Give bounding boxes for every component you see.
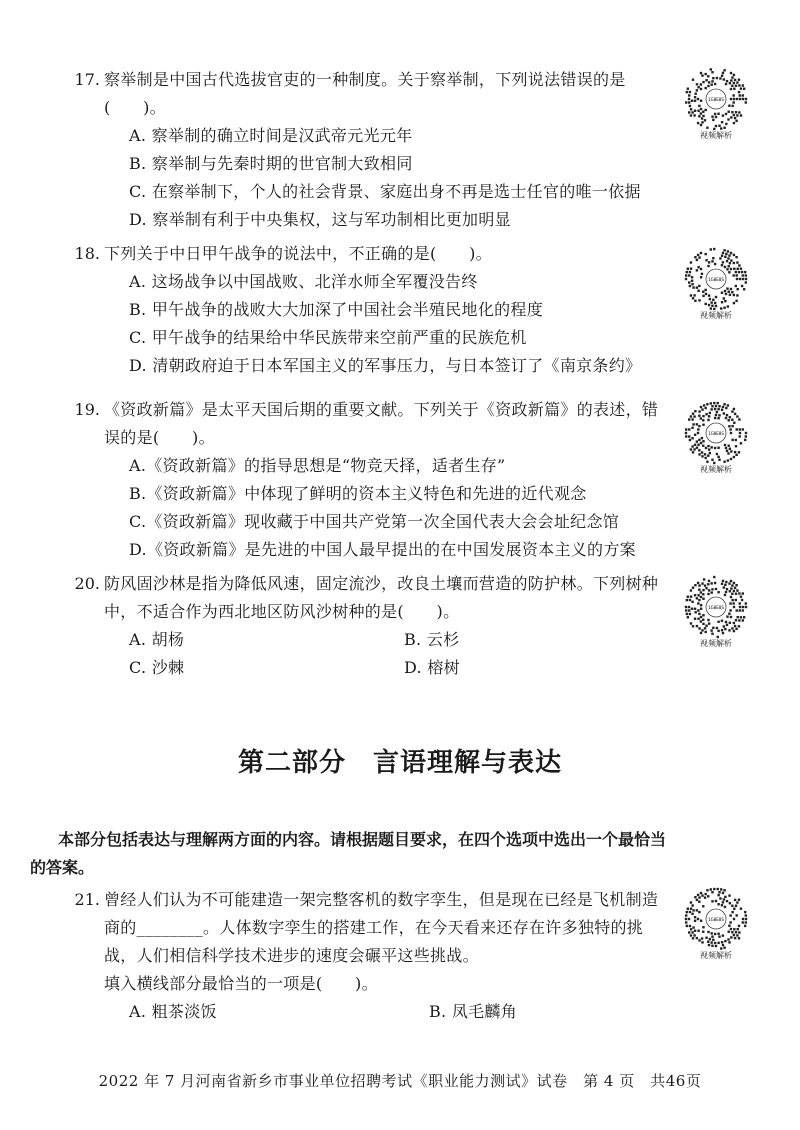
video-analysis-qr[interactable] — [682, 400, 750, 475]
section-title: 第二部分 言语理解与表达 — [237, 748, 562, 778]
svg-text:1G8E8S: 1G8E8S — [708, 97, 724, 102]
qr-label: 视频解析 — [700, 131, 732, 140]
qr-code-icon — [683, 886, 749, 952]
question-17 — [74, 66, 659, 234]
option-b: B.《资政新篇》中体现了鲜明的资本主义特色和先进的近代观念 — [129, 484, 587, 503]
option-row — [104, 998, 679, 1026]
question-20 — [74, 570, 659, 682]
svg-text:1G8E8S: 1G8E8S — [708, 917, 724, 922]
option-a: A. 粗茶淡饭 — [129, 1002, 217, 1021]
qr-label: 视频解析 — [700, 311, 732, 320]
question-stem: 曾经人们认为不可能建造一架完整客机的数字孪生，但是现在已经是飞机制造商的________。人体数字孪生的搭建工作，在今天看来还存在许多独特的挑战，人们相信科学技术进步的速度会碾平这些挑战。 — [104, 890, 659, 965]
option-d: D. 察举制有利于中央集权，这与军功制相比更加明显 — [129, 210, 511, 229]
option-a: A. 这场战争以中国战败、北洋水师全军覆没告终 — [129, 272, 478, 291]
question-stem: 察举制是中国古代选拔官吏的一种制度。关于察举制，下列说法错误的是( )。 — [104, 70, 626, 117]
option-c: C. 沙棘 — [129, 658, 185, 677]
qr-code-icon — [683, 400, 749, 466]
option-row — [104, 626, 659, 654]
video-analysis-qr[interactable] — [682, 66, 750, 141]
question-stem: 《资政新篇》是太平天国后期的重要文献。下列关于《资政新篇》的表述，错误的是( )。 — [104, 400, 659, 447]
question-stem: 防风固沙林是指为降低风速，固定流沙，改良土壤而营造的防护林。下列树种中，不适合作为西北地区防风沙树种的是( )。 — [104, 574, 659, 621]
option-c: C. 甲午战争的结果给中华民族带来空前严重的民族危机 — [129, 328, 527, 347]
option-d: D. 清朝政府迫于日本军国主义的军事压力，与日本签订了《南京条约》 — [129, 356, 642, 375]
qr-label: 视频解析 — [700, 951, 732, 960]
question-18 — [74, 240, 659, 380]
question-number: 17. — [74, 70, 100, 89]
svg-text:1G8E8S: 1G8E8S — [708, 277, 724, 282]
option-a: A. 察举制的确立时间是汉武帝元光元年 — [129, 126, 413, 145]
option-b: B. 凤毛麟角 — [429, 1002, 518, 1021]
question-21 — [74, 886, 679, 1026]
svg-text:1G8E8S: 1G8E8S — [708, 605, 724, 610]
question-number: 20. — [74, 574, 100, 593]
question-number: 18. — [74, 244, 100, 263]
option-b: B. 察举制与先秦时期的世官制大致相同 — [129, 154, 413, 173]
question-stem: 下列关于中日甲午战争的说法中，不正确的是( )。 — [104, 244, 492, 263]
video-analysis-qr[interactable] — [682, 886, 750, 961]
qr-code-icon — [683, 246, 749, 312]
video-analysis-qr[interactable] — [682, 574, 750, 649]
option-c: C. 在察举制下，个人的社会背景、家庭出身不再是选士任官的唯一依据 — [129, 182, 641, 201]
option-a: A. 胡杨 — [129, 630, 185, 649]
question-number: 21. — [74, 890, 100, 909]
qr-code-icon — [683, 574, 749, 640]
option-b: B. 云杉 — [404, 630, 460, 649]
option-a: A.《资政新篇》的指导思想是“物竞天择，适者生存” — [129, 456, 506, 475]
option-b: B. 甲午战争的战败大大加深了中国社会半殖民地化的程度 — [129, 300, 544, 319]
page-footer: 2022 年 7 月河南省新乡市事业单位招聘考试《职业能力测试》试卷 第 4 页 共46页 — [98, 1072, 702, 1090]
qr-code-icon — [683, 66, 749, 132]
option-row — [104, 654, 659, 682]
option-d: D.《资政新篇》是先进的中国人最早提出的在中国发展资本主义的方案 — [129, 540, 636, 559]
option-d: D. 榕树 — [404, 658, 460, 677]
svg-text:1G8E8S: 1G8E8S — [708, 431, 724, 436]
question-prompt: 填入横线部分最恰当的一项是( )。 — [104, 974, 378, 993]
qr-label: 视频解析 — [700, 465, 732, 474]
section-intro: 本部分包括表达与理解两方面的内容。请根据题目要求，在四个选项中选出一个最恰当的答案。 — [30, 830, 667, 877]
qr-label: 视频解析 — [700, 639, 732, 648]
question-number: 19. — [74, 400, 100, 419]
option-c: C.《资政新篇》现收藏于中国共产党第一次全国代表大会会址纪念馆 — [129, 512, 620, 531]
question-19 — [74, 396, 659, 564]
video-analysis-qr[interactable] — [682, 246, 750, 321]
